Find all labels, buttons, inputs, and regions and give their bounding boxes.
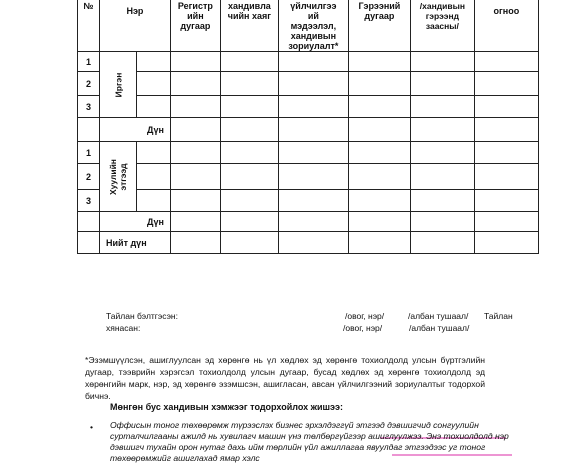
prepared-by-label: Тайлан бэлтгэсэн: [106, 311, 178, 321]
table-row [78, 190, 539, 212]
header-name: Нэр [100, 0, 171, 52]
table-row [78, 142, 539, 164]
total-label: Нийт дүн [100, 232, 171, 254]
group-legal-entity-label: Хуулийн этгээд [100, 142, 137, 212]
subtotal-row [78, 118, 539, 142]
group-citizen-label: Иргэн [100, 52, 137, 118]
total-row [78, 232, 539, 254]
header-registration: Регистр ийн дугаар [170, 0, 220, 52]
subtotal-label: Дүн [100, 118, 171, 142]
checked-by-label: хянасан: [106, 323, 141, 333]
table-row [78, 164, 539, 190]
example-heading: Мөнгөн бус хандивын хэмжээг тодорхойлох жишээ: [110, 402, 343, 412]
table-header-row [78, 0, 539, 52]
header-date: огноо [474, 0, 538, 52]
header-service-info: үйлчилгээ ий мэдээлэл, хандивын зориулалт* [278, 0, 348, 52]
bullet-icon: • [90, 422, 94, 432]
header-number: № [78, 0, 100, 52]
row-number: 2 [78, 72, 100, 96]
footnote-text: *Эзэмшүүлсэн, ашиглуулсан эд хөрөнгө нь үл хөдлөх эд хөрөнгө тохиолдолд улсын бүртгэлийн дугаар, тээврийн хэрэгсэл тохиолдолд улсын дугаар, бусад хөдлөх эд хөрөнгө тохиолдолд эд хөрөнгийн марк, нэр, эд хөрөнгө эзэмшсэн, ашигласан, авсан үйлчилгээний зориулалтыг тодорхой бичнэ. [85, 355, 485, 401]
header-contract-number: Гэрээний дугаар [348, 0, 410, 52]
row-number: 1 [78, 52, 100, 72]
checked-position-field: /албан тушаал/ [409, 323, 470, 333]
report-word: Тайлан [484, 311, 513, 321]
example-paragraph: Оффисын тоног төхөөрөмж түрээслэх бизнес эрхэлдэггүй этгээд дэвшигчид сонгуулийн сурталчилгааны ажилд нь хувилагч машин үнэ төлбөргүйгээр ашиглуулжээ. Энэ тохиолдолд нэр дэвшигч тухайн орон нутаг дахь ийм төрлийн үйл ажиллагаа явуулдаг этгээдээс уг тоног төхөөрөмжийг ашиглахад ямар хэлс [110, 420, 509, 463]
table-row [78, 52, 539, 72]
row-number: 3 [78, 96, 100, 118]
subtotal-row [78, 212, 539, 232]
checked-name-field: /овог, нэр/ [343, 323, 383, 333]
prepared-position-field: /албан тушаал/ [408, 311, 469, 321]
row-number: 3 [78, 190, 100, 212]
donation-report-table [77, 0, 539, 254]
prepared-name-field: /овог, нэр/ [345, 311, 385, 321]
table-row [78, 72, 539, 96]
subtotal-label: Дүн [100, 212, 171, 232]
header-donation-amount: /хандивын гэрээнд заасны/ [410, 0, 474, 52]
row-number: 2 [78, 164, 100, 190]
row-number: 1 [78, 142, 100, 164]
table-row [78, 96, 539, 118]
header-address: хандивла чийн хаяг [220, 0, 278, 52]
